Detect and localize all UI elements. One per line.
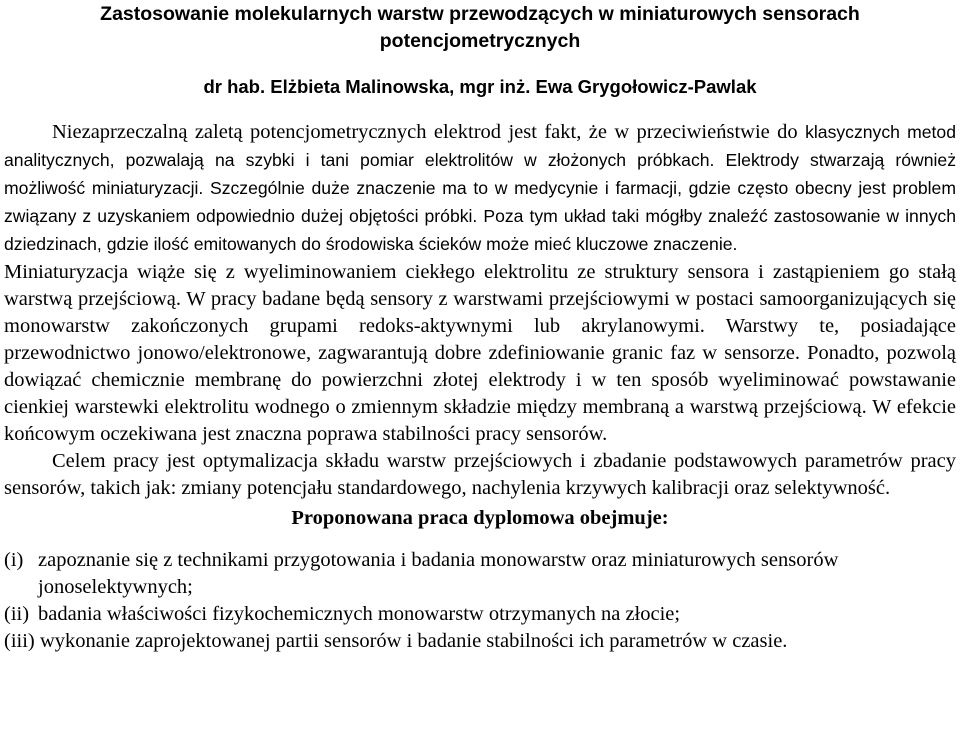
task-list <box>4 547 956 655</box>
intro-text <box>4 121 956 254</box>
paragraph-miniaturization <box>4 259 956 448</box>
serif-text-run: Miniaturyzacja wiąże się z wyeliminowaniem ciekłego elektrolitu ze struktury sensora i zastąpieniem go stałą warstwą przejściową. W pracy badane będą sensory z warstwami przejściowymi w postaci samoorganizujących się monowarstw zakończonych grupami redoks-aktywnymi lub akrylanowymi. Warstwy te, posiadające przewodnictwo jonowo/elektronowe, zagwarantują dobre zdefiniowanie granic faz w sensorze. Ponadto, pozwolą dowiązać chemicznie membranę do powierzchni złotej elektrody i w ten sposób wyeliminować powstawanie cienkiej warstewki elektrolitu wodnego o zmiennym składzie między membraną a warstwą przejściową. W efekcie końcowym oczekiwana jest znaczna poprawa stabilności pracy sensorów. <box>4 261 956 445</box>
list-item <box>4 601 956 628</box>
section-heading: Proponowana praca dyplomowa obejmuje: <box>291 507 669 529</box>
document-authors: dr hab. Elżbieta Malinowska, mgr inż. Ewa Grygołowicz-Pawlak <box>203 76 757 97</box>
paragraph-goal: Celem pracy jest optymalizacja składu warstw przejściowych i zbadanie podstawowych parametrów pracy sensorów, takich jak: zmiany potencjału standardowego, nachylenia krzywych kalibracji oraz selektywność. <box>4 450 956 499</box>
serif-text-run: Niezaprzeczalną zaletą potencjometrycznych elektrod jest fakt, że w przeciwieństwie do <box>52 121 806 143</box>
list-item-text: zapoznanie się z technikami przygotowania i badania monowarstw oraz miniaturowych sensorów jonoselektywnych; <box>38 549 839 598</box>
list-item-text: badania właściwości fizykochemicznych monowarstw otrzymanych na złocie; <box>38 603 681 625</box>
list-marker: (ii) <box>4 603 30 625</box>
list-item-text: wykonanie zaprojektowanej partii sensorów i badanie stabilności ich parametrów w czasie. <box>40 630 788 652</box>
sans-text-run: klasycznych metod analitycznych, pozwalają na szybki i tani pomiar elektrolitów w złożonych próbkach. Elektrody stwarzają również możliwość miniaturyzacji. Szczególnie duże znaczenie ma to w medycynie i farmacji, gdzie często obecny jest problem związany z uzyskaniem odpowiednio dużej objętości próbki. Poza tym układ taki mógłby znaleźć zastosowanie w innych dziedzinach, gdzie ilość emitowanych do środowiska ścieków może mieć kluczowe znaczenie. <box>4 122 956 254</box>
paragraph-miniaturization-text <box>4 261 956 445</box>
list-item <box>4 547 956 601</box>
document-title: Zastosowanie molekularnych warstw przewodzących w miniaturowych sensorach potencjometrycznych <box>100 3 860 52</box>
intro-paragraph <box>4 119 956 259</box>
document-page <box>4 0 956 655</box>
list-item <box>4 628 956 655</box>
list-marker: (i) <box>4 549 24 571</box>
list-marker: (iii) <box>4 630 35 652</box>
